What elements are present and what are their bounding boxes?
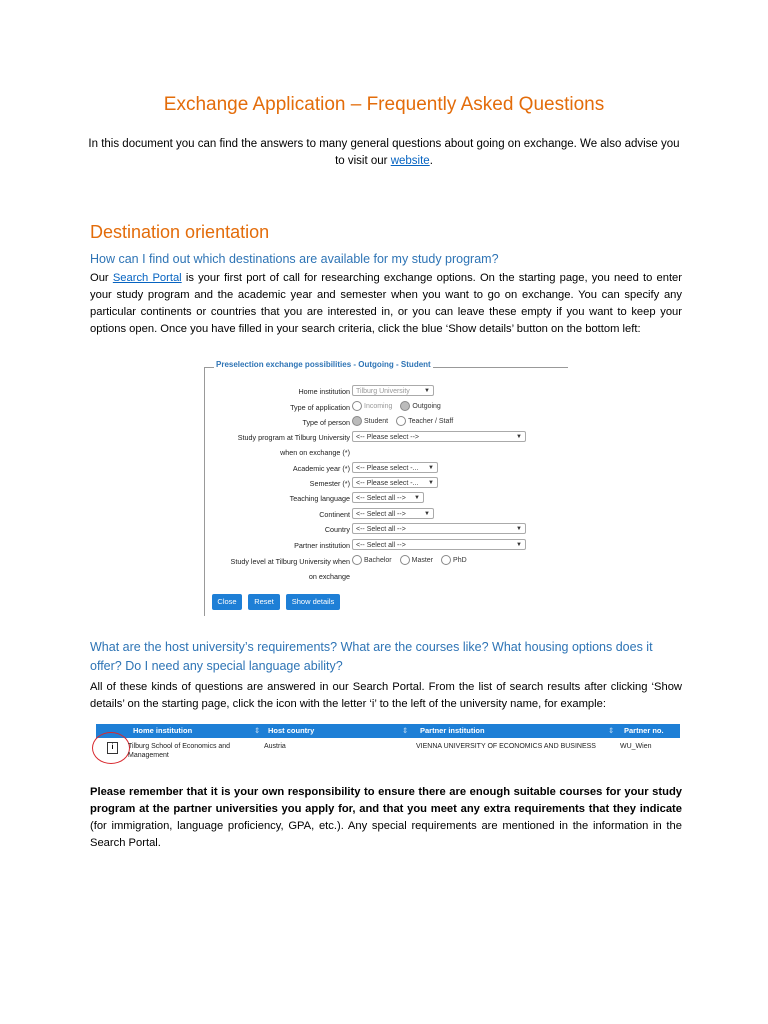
cell-host-country: Austria [264, 743, 286, 750]
section-heading: Destination orientation [90, 222, 270, 242]
form-row-type-person [204, 416, 576, 430]
radio-label: Incoming [364, 402, 393, 410]
form-row-study-level [204, 555, 576, 569]
question-heading-1: How can I find out which destinations are available for my study program? [90, 252, 499, 266]
chevron-down-icon: ▼ [424, 388, 430, 394]
partner-institution-select[interactable]: <-- Select all --> ▼ [352, 539, 526, 550]
field-label: on exchange [308, 572, 350, 581]
field-label: Country [324, 525, 350, 534]
semester-select[interactable]: <-- Please select -... ▼ [352, 477, 438, 488]
field-label: Academic year (*) [292, 464, 350, 473]
close-button[interactable]: Close [212, 594, 242, 610]
sort-icon[interactable]: ⇕ [402, 726, 409, 735]
field-label: Study program at Tilburg University [237, 433, 350, 442]
academic-year-select[interactable]: <-- Please select -... ▼ [352, 462, 438, 473]
field-label: Semester (*) [309, 479, 350, 488]
form-row-teaching-language [204, 492, 576, 506]
chevron-down-icon: ▼ [424, 511, 430, 517]
reminder-paragraph [90, 784, 682, 852]
chevron-down-icon: ▼ [516, 526, 522, 532]
form-row-study-program-2 [204, 446, 576, 460]
radio-phd[interactable] [441, 555, 451, 565]
chevron-down-icon: ▼ [516, 542, 522, 548]
column-header-partner-no[interactable]: Partner no. [624, 726, 664, 735]
country-select[interactable]: <-- Select all --> ▼ [352, 523, 526, 534]
table-header [96, 724, 680, 738]
field-label: Partner institution [294, 541, 350, 550]
field-label: Teaching language [289, 494, 350, 503]
reminder-bold-text: Please remember that it is your own responsibility to ensure there are enough suitable courses for your study program at the partner universities you apply for, and that you meet any extra requirements that they indicate [90, 786, 682, 815]
field-label: Type of application [290, 403, 350, 412]
radio-label: PhD [453, 556, 467, 564]
radio-label: Teacher / Staff [408, 417, 454, 425]
radio-incoming[interactable] [352, 401, 362, 411]
website-link[interactable]: website [390, 155, 430, 167]
form-row-country [204, 523, 576, 537]
search-form-illustration [204, 360, 576, 616]
cell-partner-institution[interactable]: VIENNA UNIVERSITY OF ECONOMICS AND BUSINESS [416, 743, 596, 750]
radio-teacher-staff[interactable] [396, 416, 406, 426]
radio-student[interactable] [352, 416, 362, 426]
field-label: when on exchange (*) [280, 448, 350, 457]
info-icon[interactable]: i [107, 742, 118, 754]
document-title: Exchange Application – Frequently Asked Questions [163, 94, 605, 115]
intro-paragraph [88, 136, 680, 170]
chevron-down-icon: ▼ [428, 465, 434, 471]
column-header-home[interactable]: Home institution [133, 726, 193, 735]
radio-label: Bachelor [364, 556, 392, 564]
intro-text: In this document you can find the answers to many general questions about going on exchange. We also advise you to visit our [88, 138, 680, 167]
reset-button[interactable]: Reset [248, 594, 280, 610]
form-row-continent [204, 508, 576, 522]
chevron-down-icon: ▼ [414, 495, 420, 501]
form-row-home-institution [204, 385, 576, 399]
highlight-circle [92, 732, 130, 764]
home-institution-select[interactable]: Tilburg University ▼ [352, 385, 434, 396]
sort-icon[interactable]: ⇕ [254, 726, 261, 735]
answer-paragraph-1 [90, 270, 682, 338]
column-header-country[interactable]: Host country [268, 726, 315, 735]
sort-icon[interactable]: ⇕ [608, 726, 615, 735]
question-heading-2: What are the host university’s requirements? What are the courses like? What housing options does it offer? Do I need any special language ability? [90, 640, 653, 673]
chevron-down-icon: ▼ [516, 434, 522, 440]
continent-select[interactable]: <-- Select all --> ▼ [352, 508, 434, 519]
field-label: Home institution [298, 387, 350, 396]
form-legend: Preselection exchange possibilities - Outgoing - Student [216, 360, 431, 369]
answer-paragraph-2: All of these kinds of questions are answered in our Search Portal. From the list of search results after clicking ‘Show details’ on the starting page, click the icon with the letter ‘i’ to the left of the university name, for example: [90, 681, 682, 710]
radio-label: Outgoing [412, 402, 441, 410]
search-portal-link[interactable]: Search Portal [112, 272, 182, 284]
study-program-select[interactable]: <-- Please select --> ▼ [352, 431, 526, 442]
radio-outgoing[interactable] [400, 401, 410, 411]
form-row-partner-institution [204, 539, 576, 553]
radio-label: Master [411, 556, 434, 564]
reminder-normal-text: (for immigration, language proficiency, GPA, etc.). Any special requirements are mentioned in the information in the Search Portal. [90, 820, 682, 849]
form-row-type-application [204, 401, 576, 415]
field-label: Type of person [302, 418, 350, 427]
form-row-semester [204, 477, 576, 491]
form-row-academic-year [204, 462, 576, 476]
cell-partner-no: WU_Wien [620, 743, 652, 750]
form-row-study-level-2 [204, 570, 576, 584]
intro-text-end: . [429, 155, 433, 167]
chevron-down-icon: ▼ [428, 480, 434, 486]
cell-home-institution: Tilburg School of Economics and Management [128, 743, 231, 759]
field-label: Continent [319, 510, 350, 519]
radio-master[interactable] [400, 555, 410, 565]
show-details-button[interactable]: Show details [286, 594, 340, 610]
radio-bachelor[interactable] [352, 555, 362, 565]
form-row-study-program [204, 431, 576, 445]
radio-label: Student [364, 417, 389, 425]
search-results-table [96, 724, 680, 768]
column-header-partner[interactable]: Partner institution [420, 726, 485, 735]
field-label: Study level at Tilburg University when [230, 557, 350, 566]
answer-prefix: Our [90, 272, 113, 284]
answer-text: is your first port of call for researching exchange options. On the starting page, you need to enter your study program and the academic year and semester when you want to go on exchange. You can specify any particular continents or countries that you are interested in, or you can leave these empty if you want to keep your options open. Once you have filled in your search criteria, click the blue ‘Show details’ button on the bottom left: [90, 272, 683, 335]
teaching-language-select[interactable]: <-- Select all --> ▼ [352, 492, 424, 503]
